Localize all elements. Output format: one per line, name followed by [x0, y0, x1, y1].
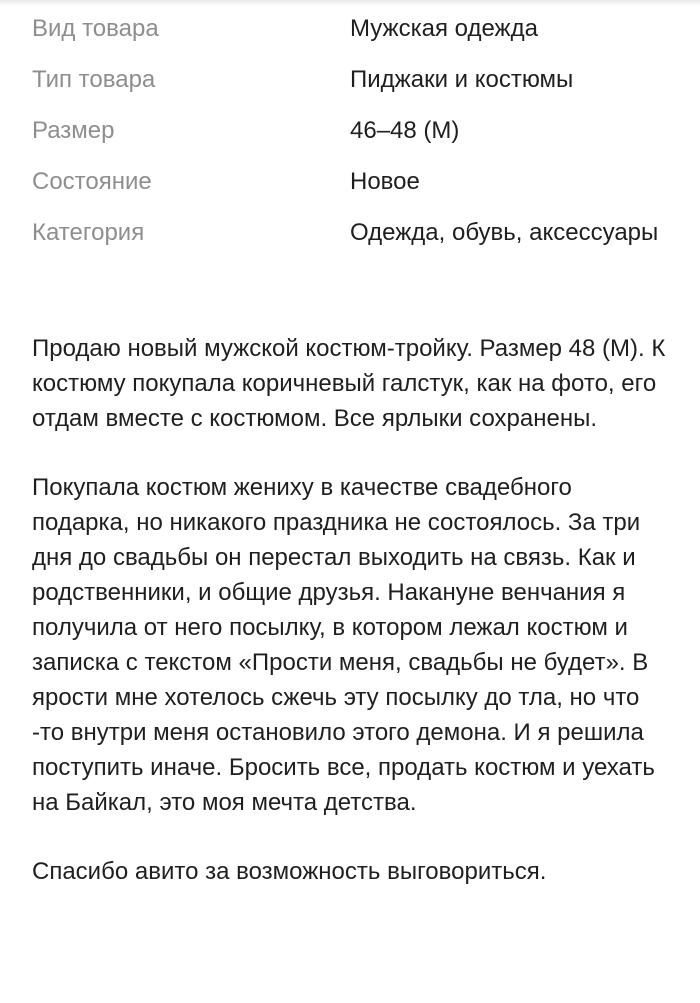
item-parameters	[32, 12, 672, 267]
param-row-category	[32, 216, 672, 250]
description-paragraph: Продаю новый мужской костюм-тройку. Размер 48 (M). К костюму покупала коричневый галстук, как на фото, его отдам вместе с костюмом. Все ярлыки сохранены.	[32, 335, 666, 432]
param-label: Категория	[32, 219, 145, 246]
param-row-kind	[32, 63, 672, 97]
param-label: Вид товара	[32, 15, 159, 42]
param-label: Размер	[32, 117, 115, 144]
description-paragraph: Покупала костюм жениху в качестве свадебного подарка, но никакого праздника не состоялось. За три дня до свадьбы он перестал выходить на связь. Как и родственники, и общие друзья. Накануне венчания я получила от него посылку, в котором лежал костюм и записка с текстом «Прости меня, свадьбы не будет». В ярости мне хотелось сжечь эту посылку до тла, но что -то внутри меня остановило этого демона. И я решила поступить иначе. Бросить все, продать костюм и уехать на Байкал, это моя мечта детства.	[32, 474, 655, 816]
header-shadow	[0, 0, 700, 6]
param-value: Одежда, обувь, аксессуары	[350, 219, 659, 246]
param-label: Тип товара	[32, 66, 156, 93]
param-row-type	[32, 12, 672, 46]
param-value: Пиджаки и костюмы	[350, 66, 574, 93]
param-row-condition	[32, 165, 672, 199]
param-row-size	[32, 114, 672, 148]
param-value: 46–48 (M)	[350, 117, 460, 144]
description-paragraph: Спасибо авито за возможность выговориться.	[32, 858, 547, 885]
item-description	[32, 331, 672, 923]
param-label: Состояние	[32, 168, 152, 195]
param-value: Новое	[350, 168, 420, 195]
param-value: Мужская одежда	[350, 15, 538, 42]
